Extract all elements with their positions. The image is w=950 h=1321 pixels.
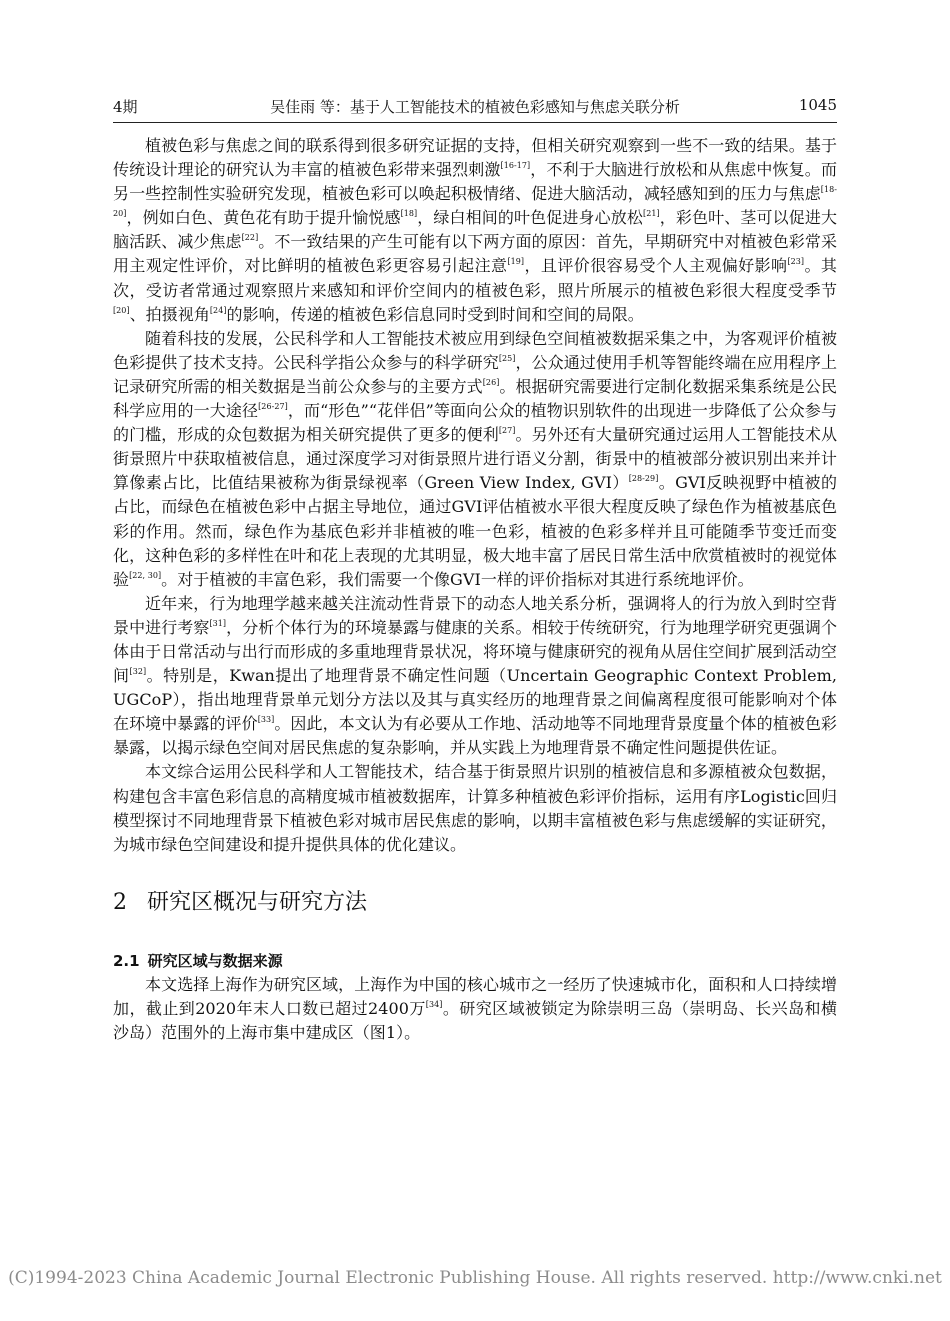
paragraph xyxy=(113,327,837,592)
section-title: 研究区概况与研究方法 xyxy=(147,889,368,915)
page-number: 1045 xyxy=(798,96,837,114)
citation-ref: [22, 30] xyxy=(129,570,162,580)
section-number: 2 xyxy=(113,889,127,915)
issue-label: 4期 xyxy=(113,98,138,116)
text-run: 。GVI反映视野中植被的占比，而绿色在植被色彩中占据主导地位，通过GVI评估植被水平很大程度反映了绿色作为植被基底色彩的作用。然而，绿色作为基底色彩并非植被的唯一色彩，植被的色彩多样并且可能随季节变迁而变化，这种色彩的多样性在叶和花上表现的尤其明显，极大地丰富了居民日常生活中欣赏植被时的视觉体验 xyxy=(113,473,837,589)
subsection-heading xyxy=(113,949,837,973)
subsection-number: 2.1 xyxy=(113,951,140,970)
text-run: ，例如白色、黄色花有助于提升愉悦感 xyxy=(126,208,401,228)
text-run: 。根据研究需要进行定制化数据采集系统是公民科学应用的一大途径 xyxy=(113,376,837,421)
citation-ref: [28-29] xyxy=(628,474,659,484)
paragraph xyxy=(113,760,837,856)
text-run: 。研究区域被锁定为除崇明三岛（崇明岛、长兴岛和横沙岛）范围外的上海市集中建成区（图1）。 xyxy=(113,998,837,1042)
subsection-title: 研究区域与数据来源 xyxy=(147,951,283,970)
text-run: 植被色彩与焦虑之间的联系得到很多研究证据的支持，但相关研究观察到一些不一致的结果。基于传统设计理论的研究认为丰富的植被色彩带来强烈刺激 xyxy=(113,136,837,180)
running-title: 吴佳雨 等：基于人工智能技术的植被色彩感知与焦虑关联分析 xyxy=(270,98,680,116)
text-run: 本文综合运用公民科学和人工智能技术，结合基于街景照片识别的植被信息和多源植被众包数据，构建包含丰富色彩信息的高精度城市植被数据库，计算多种植被色彩评价指标，运用有序Logistic回归模型探讨不同地理背景下植被色彩对城市居民焦虑的影响，以期丰富植被色彩与焦虑缓解的实证研究，为城市绿色空间建设和提升提供具体的优化建议。 xyxy=(113,762,837,854)
text-run: 。另外还有大量研究通过运用人工智能技术从街景照片中获取植被信息，通过深度学习对街景照片进行语义分割，街景中的植被部分被识别出来并计算像素占比，比值结果被称为街景绿视率（Green View Index, GVI） xyxy=(113,425,837,493)
citation-ref: [26] xyxy=(482,377,500,387)
running-header xyxy=(113,96,837,123)
text-run: 本文选择上海作为研究区域，上海作为中国的核心城市之一经历了快速城市化，面积和人口持续增加，截止到2020年末人口数已超过2400万 xyxy=(113,974,837,1018)
citation-ref: [32] xyxy=(129,667,147,677)
citation-ref: [22] xyxy=(241,233,259,243)
text-run: 。特别是，Kwan提出了地理背景不确定性问题（Uncertain Geographic Context Problem, UGCoP），指出地理背景单元划分方法以及其与真实经历的地理背景之间偏离程度很可能影响对个体在环境中暴露的评价 xyxy=(113,666,838,734)
text-run: 近年来，行为地理学越来越关注流动性背景下的动态人地关系分析，强调将人的行为放入到时空背景中进行考察 xyxy=(113,593,837,637)
text-run: 、拍摄视角 xyxy=(129,304,210,324)
paragraph xyxy=(113,592,837,761)
citation-ref: [23] xyxy=(787,257,805,267)
text-run: ，而“形色”“花伴侣”等面向公众的植物识别软件的出现进一步降低了公众参与的门槛，形成的众包数据为相关研究提供了更多的便利 xyxy=(113,401,837,445)
citation-ref: [20] xyxy=(113,305,130,315)
citation-ref: [31] xyxy=(209,618,227,628)
text-run: ，分析个体行为的环境暴露与健康的关系。相较于传统研究，行为地理学研究更强调个体由于日常活动与出行而形成的多重地理背景状况，将环境与健康研究的视角从居住空间扩展到活动空间 xyxy=(113,617,837,686)
paragraph xyxy=(113,134,837,327)
citation-ref: [21] xyxy=(643,209,660,219)
citation-ref: [33] xyxy=(257,715,275,725)
text-run: ，且评价很容易受个人主观偏好影响 xyxy=(524,256,788,276)
text-run: 。对于植被的丰富色彩，我们需要一个像GVI一样的评价指标对其进行系统地评价。 xyxy=(161,569,754,589)
citation-ref: [24] xyxy=(209,305,227,315)
citation-ref: [27] xyxy=(498,426,516,436)
text-run: 的影响，传递的植被色彩信息同时受到时间和空间的局限。 xyxy=(226,304,644,324)
citation-ref: [26-27] xyxy=(258,402,288,412)
article-body xyxy=(113,134,837,1045)
section-heading xyxy=(113,885,837,921)
text-run: 随着科技的发展，公民科学和人工智能技术被应用到绿色空间植被数据采集之中，为客观评价植被色彩提供了技术支持。公民科学指公众参与的科学研究 xyxy=(113,328,837,372)
citation-ref: [19] xyxy=(507,257,525,267)
paragraph xyxy=(113,973,837,1045)
text-run: 。其次，受访者常通过观察照片来感知和评价空间内的植被色彩，照片所展示的植被色彩很大程度受季节 xyxy=(113,256,837,300)
text-run: ，公众通过使用手机等智能终端在应用程序上记录研究所需的相关数据是当前公众参与的主要方式 xyxy=(113,352,837,396)
citation-ref: [16-17] xyxy=(500,161,531,171)
text-run: ，彩色叶、茎可以促进大脑活跃、减少焦虑 xyxy=(113,208,837,252)
citation-ref: [25] xyxy=(498,353,516,363)
copyright-watermark: (C)1994-2023 China Academic Journal Electronic Publishing House. All rights reserved. http://www.cnki.net xyxy=(8,1268,942,1288)
text-run: 。因此，本文认为有必要从工作地、活动地等不同地理背景度量个体的植被色彩暴露，以揭示绿色空间对居民焦虑的复杂影响，并从实践上为地理背景不确定性问题提供佐证。 xyxy=(113,714,837,758)
text-run: 。不一致结果的产生可能有以下两方面的原因：首先，早期研究中对植被色彩常采用主观定性评价，对比鲜明的植被色彩更容易引起注意 xyxy=(113,232,837,276)
citation-ref: [18-20] xyxy=(113,185,837,219)
citation-ref: [34] xyxy=(425,999,443,1009)
text-run: ，不利于大脑进行放松和从焦虑中恢复。而另一些控制性实验研究发现，植被色彩可以唤起积极情绪、促进大脑活动，减轻感知到的压力与焦虑 xyxy=(113,160,838,204)
citation-ref: [18] xyxy=(400,209,418,219)
text-run: ，绿白相间的叶色促进身心放松 xyxy=(417,208,644,228)
